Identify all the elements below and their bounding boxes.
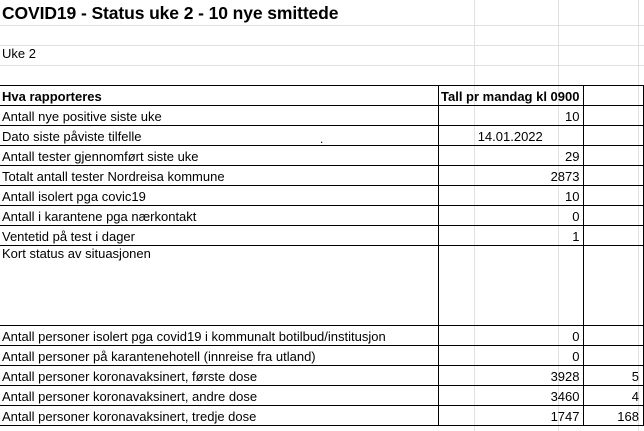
table-row (0, 366, 644, 386)
row-value-cell[interactable]: 0 (439, 346, 584, 366)
header-value-cell[interactable]: Tall pr mandag kl 0900 (439, 86, 584, 106)
row-extra-cell[interactable]: 4 (584, 386, 644, 406)
status-row (0, 246, 644, 326)
row-label-cell[interactable]: Ventetid på test i dager (0, 226, 439, 246)
row-label-cell[interactable]: Antall nye positive siste uke (0, 106, 439, 126)
row-value-cell[interactable]: 29 (439, 146, 584, 166)
gridline (0, 25, 644, 26)
row-label-cell[interactable]: Antall personer koronavaksinert, andre dose (0, 386, 439, 406)
status-label-cell[interactable]: Kort status av situasjonen (0, 246, 439, 326)
gridline (0, 45, 644, 46)
sheet-title[interactable]: COVID19 - Status uke 2 - 10 nye smittede (2, 3, 339, 23)
row-extra-cell[interactable] (584, 126, 644, 146)
row-extra-cell[interactable]: 168 (584, 406, 644, 426)
row-value-cell[interactable]: 0 (439, 206, 584, 226)
table-row (0, 226, 644, 246)
row-extra-cell[interactable]: 5 (584, 366, 644, 386)
row-value-cell[interactable]: 1747 (439, 406, 584, 426)
row-label-cell[interactable]: Antall i karantene pga nærkontakt (0, 206, 439, 226)
row-extra-cell[interactable] (584, 146, 644, 166)
row-label-cell[interactable]: Totalt antall tester Nordreisa kommune (0, 166, 439, 186)
row-value-cell[interactable]: 2873 (439, 166, 584, 186)
row-extra-cell[interactable] (584, 326, 644, 346)
status-value-cell[interactable] (439, 246, 584, 326)
table-row (0, 206, 644, 226)
row-extra-cell[interactable] (584, 106, 644, 126)
row-value-cell[interactable]: 10 (439, 186, 584, 206)
table-row (0, 106, 644, 126)
row-extra-cell[interactable] (584, 166, 644, 186)
table-row (0, 186, 644, 206)
row-extra-cell[interactable] (584, 206, 644, 226)
row-label-cell[interactable]: Antall isolert pga covic19 (0, 186, 439, 206)
row-label-cell[interactable]: Dato siste påviste tilfelle (0, 126, 439, 146)
table-row (0, 166, 644, 186)
row-label-cell[interactable]: Antall tester gjennomført siste uke (0, 146, 439, 166)
row-extra-cell[interactable] (584, 346, 644, 366)
row-extra-cell[interactable] (584, 186, 644, 206)
gridline (0, 65, 644, 66)
header-label-cell[interactable]: Hva rapporteres (0, 86, 439, 106)
table-row (0, 126, 644, 146)
row-value-cell[interactable]: 3928 (439, 366, 584, 386)
table-header-row (0, 86, 644, 106)
row-label-cell[interactable]: Antall personer på karantenehotell (innreise fra utland) (0, 346, 439, 366)
row-value-cell[interactable]: 14.01.2022 (439, 126, 584, 146)
header-extra-cell[interactable] (584, 86, 644, 106)
table-row (0, 406, 644, 426)
table-row (0, 146, 644, 166)
report-table (0, 85, 644, 426)
row-value-cell[interactable]: 0 (439, 326, 584, 346)
row-label-cell[interactable]: Antall personer koronavaksinert, tredje dose (0, 406, 439, 426)
table-row (0, 326, 644, 346)
status-extra-cell[interactable] (584, 246, 644, 326)
stray-mark: . (320, 132, 324, 146)
row-value-cell[interactable]: 1 (439, 226, 584, 246)
row-label-cell[interactable]: Antall personer koronavaksinert, første dose (0, 366, 439, 386)
week-label[interactable]: Uke 2 (2, 46, 36, 61)
table-row (0, 346, 644, 366)
row-value-cell[interactable]: 10 (439, 106, 584, 126)
row-value-cell[interactable]: 3460 (439, 386, 584, 406)
table-row (0, 386, 644, 406)
row-label-cell[interactable]: Antall personer isolert pga covid19 i kommunalt botilbud/institusjon (0, 326, 439, 346)
row-extra-cell[interactable] (584, 226, 644, 246)
